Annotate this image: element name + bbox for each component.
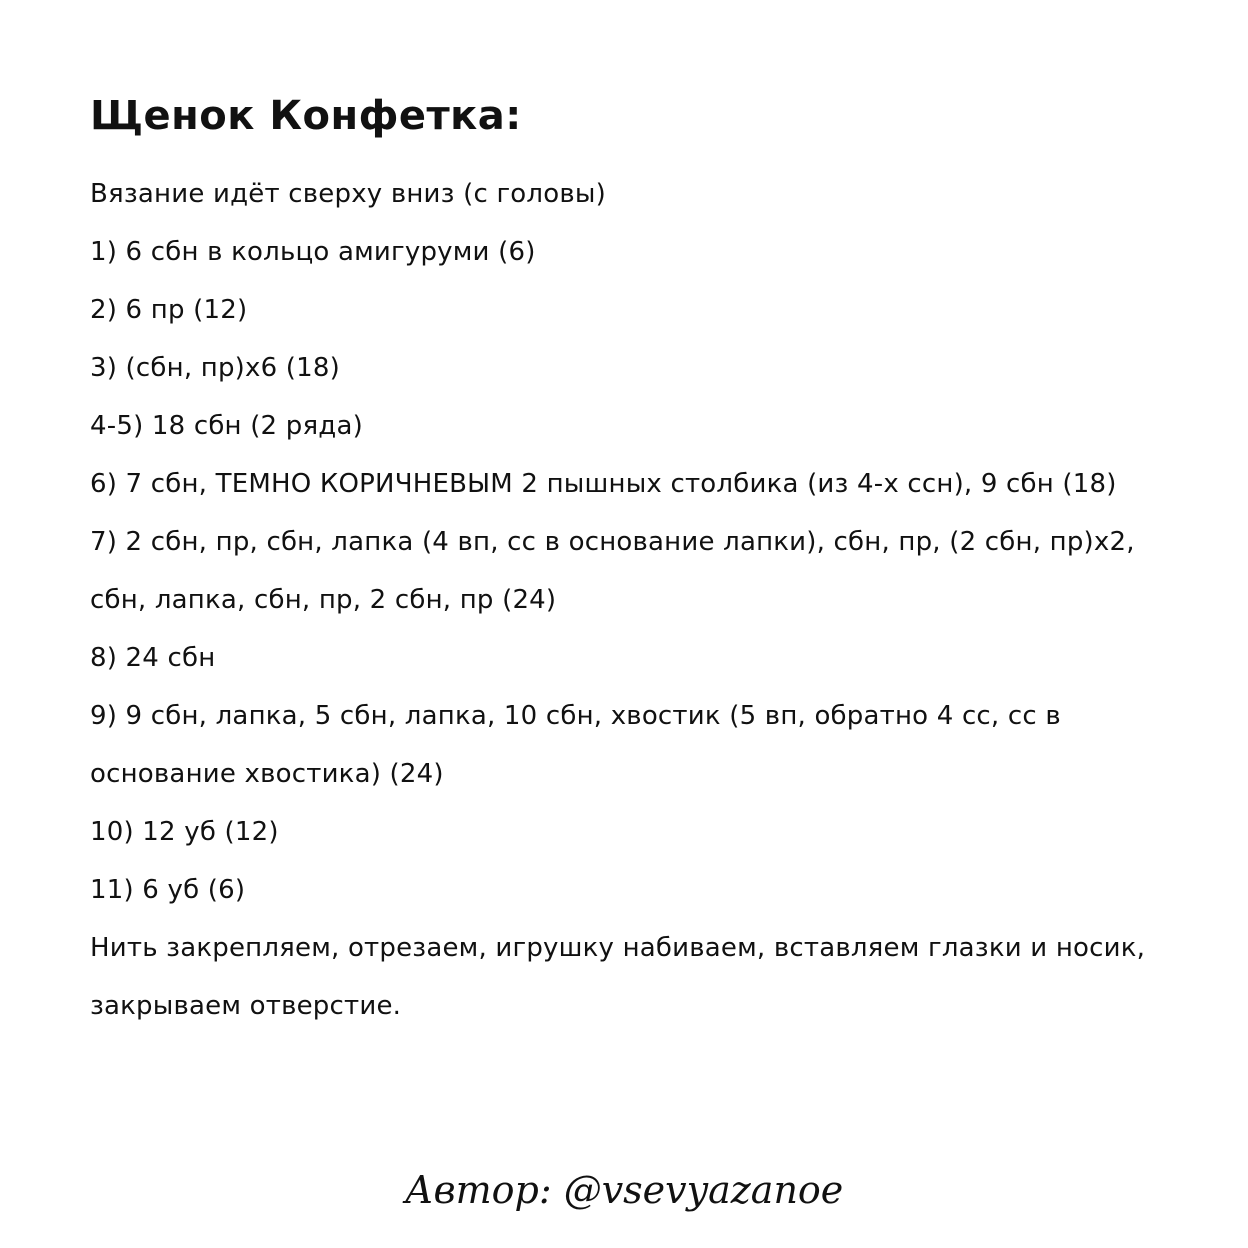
pattern-instructions [90,165,1165,1035]
row-11: 11) 6 уб (6) [90,875,246,905]
finish-text: Нить закрепляем, отрезаем, игрушку набиваем, вставляем глазки и носик, закрываем отверстие. [90,933,1146,1021]
row-4-5: 4-5) 18 сбн (2 ряда) [90,411,363,441]
row-3: 3) (сбн, пр)х6 (18) [90,353,340,383]
row-2: 2) 6 пр (12) [90,295,248,325]
row-10: 10) 12 уб (12) [90,817,279,847]
author-credit: Автор: @vsevyazanoe [404,1168,844,1212]
row-7: 7) 2 сбн, пр, сбн, лапка (4 вп, сс в основание лапки), сбн, пр, (2 сбн, пр)х2, сбн, лапка, сбн, пр, 2 сбн, пр (24) [90,527,1135,615]
row-1: 1) 6 сбн в кольцо амигуруми (6) [90,237,536,267]
row-6: 6) 7 сбн, ТЕМНО КОРИЧНЕВЫМ 2 пышных столбика (из 4-х ссн), 9 сбн (18) [90,469,1117,499]
row-8: 8) 24 сбн [90,643,216,673]
page-title: Щенок Конфетка: [90,93,522,139]
row-9: 9) 9 сбн, лапка, 5 сбн, лапка, 10 сбн, хвостик (5 вп, обратно 4 сс, сс в основание хвостика) (24) [90,701,1061,789]
intro-text: Вязание идёт сверху вниз (с головы) [90,179,606,209]
